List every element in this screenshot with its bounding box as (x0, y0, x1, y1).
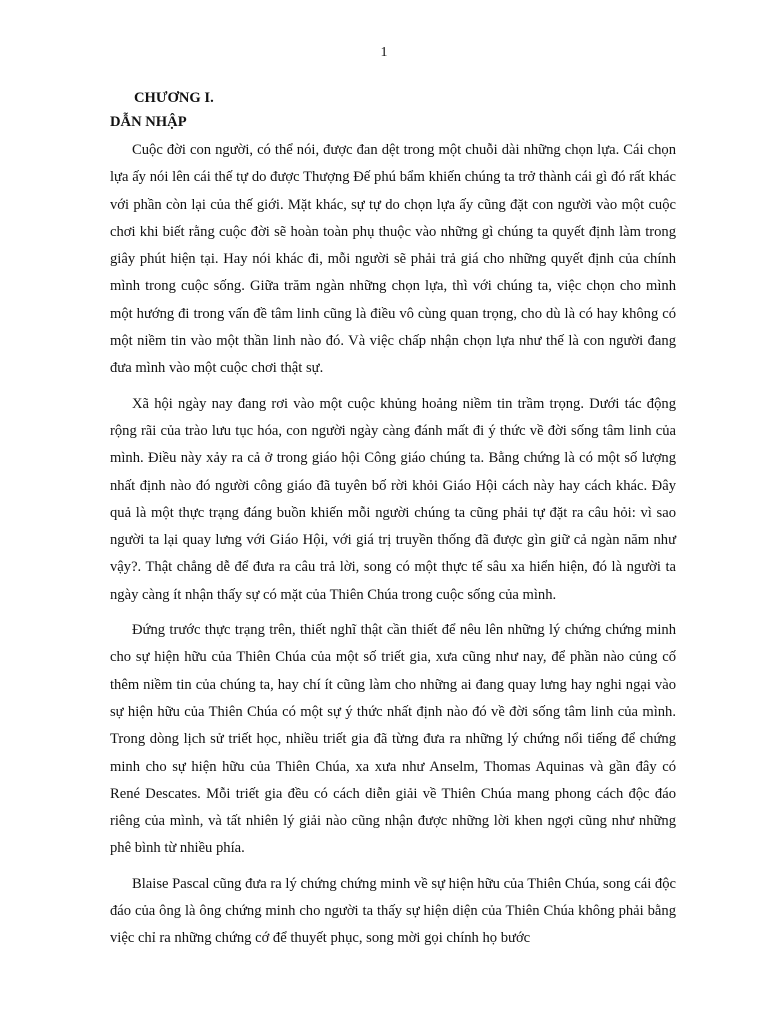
paragraph-intro: Cuộc đời con người, có thể nói, được đan dệt trong một chuỗi dài những chọn lựa. Cái chọn lựa ấy nói lên cái thế tự do được Thượng Đế phú bẩm khiến chúng ta trở thành cái gì đó rất khác với phần còn lại của thế giới. Mặt khác, sự tự do chọn lựa ấy cũng đặt con người vào một cuộc chơi khi biết rằng cuộc đời sẽ hoàn toàn phụ thuộc vào những gì chúng ta quyết định làm trong giây phút hiện tại. Hay nói khác đi, mỗi người sẽ phải trả giá cho những quyết định của chính mình trong cuộc sống. Giữa trăm ngàn những chọn lựa, thì với chúng ta, việc chọn cho mình một hướng đi trong vấn đề tâm linh cũng là điều vô cùng quan trọng, cho dù là có hay không có một niềm tin vào một thần linh nào đó. Và việc chấp nhận chọn lựa như thế là con người đang đưa mình vào một cuộc chơi thật sự. (110, 142, 676, 377)
section-title: DẪN NHẬP (110, 114, 187, 130)
chapter-title: CHƯƠNG I. (134, 90, 214, 106)
paragraph-pascal: Blaise Pascal cũng đưa ra lý chứng chứng minh về sự hiện hữu của Thiên Chúa, song cái độc đáo của ông là ông chứng minh cho người ta thấy sự hiện diện của Thiên Chúa không phải bằng việc chỉ ra những chứng cớ để thuyết phục, song mời gọi chính họ bước (110, 875, 676, 947)
page-number: 1 (380, 45, 388, 60)
paragraph-philosophers: Đứng trước thực trạng trên, thiết nghĩ thật cần thiết để nêu lên những lý chứng chứng minh cho sự hiện hữu của Thiên Chúa của một số triết gia, xưa cũng như nay, để phần nào củng cố thêm niềm tin của chúng ta, hay chí ít cũng làm cho những ai đang quay lưng hay nghi ngại vào sự hiện hữu của Thiên Chúa có một sự ý thức nhất định nào đó về đời sống tâm linh của mình. Trong dòng lịch sử triết học, nhiều triết gia đã từng đưa ra những lý chứng nổi tiếng để chứng minh cho sự hiện hữu của Thiên Chúa, xa xưa như Anselm, Thomas Aquinas và gần đây có René Descates. Mỗi triết gia đều có cách diễn giải về Thiên Chúa mang phong cách độc đáo riêng của mình, và tất nhiên lý giải nào cũng nhận được những lời khen ngợi cũng như những phê bình từ nhiều phía. (110, 622, 676, 857)
paragraph-crisis: Xã hội ngày nay đang rơi vào một cuộc khủng hoảng niềm tin trầm trọng. Dưới tác động rộng rãi của trào lưu tục hóa, con người ngày càng đánh mất đi ý thức về đời sống tâm linh của mình. Điều này xảy ra cả ở trong giáo hội Công giáo chúng ta. Bằng chứng là có một số lượng nhất định nào đó người công giáo đã tuyên bố rời khỏi Giáo Hội cách này hay cách khác. Đây quả là một thực trạng đáng buồn khiến mỗi người chúng ta cũng phải tự đặt ra câu hỏi: vì sao người ta lại quay lưng với Giáo Hội, với giá trị truyền thống đã được gìn giữ cả ngàn năm như vậy?. Thật chẳng dễ để đưa ra câu trả lời, song có một thực tế sâu xa hiển hiện, đó là người ta ngày càng ít nhận thấy sự có mặt của Thiên Chúa trong cuộc sống của mình. (110, 395, 676, 603)
page-content (110, 88, 676, 961)
